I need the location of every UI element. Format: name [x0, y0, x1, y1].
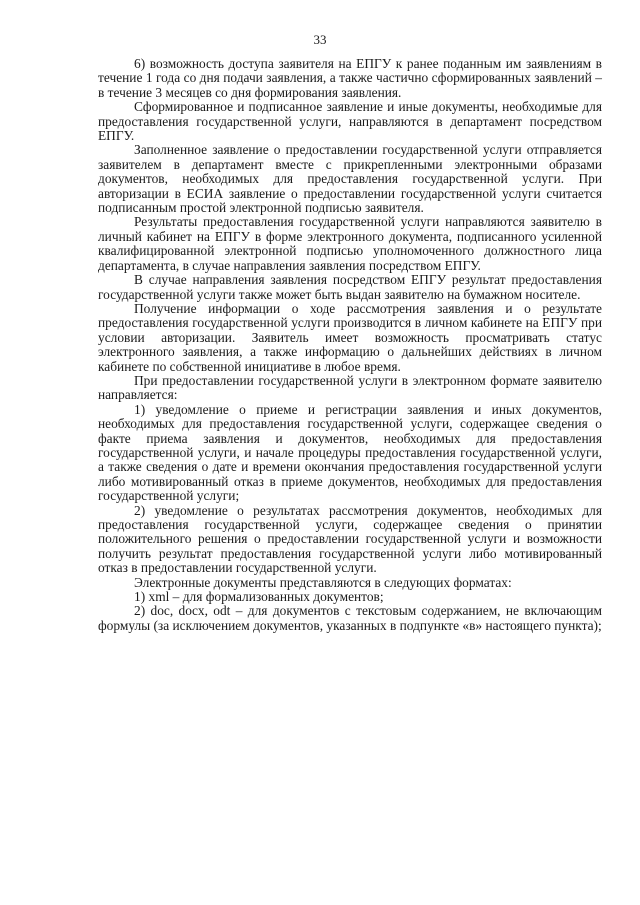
paragraph-paper-result: В случае направления заявления посредством ЕПГУ результат предоставления государственной услуги также может быть выдан заявителю на бумажном носителе. — [98, 272, 602, 302]
paragraph-status-info: Получение информации о ходе рассмотрения заявления и о результате предоставления государственной услуги производится в личном кабинете на ЕПГУ при условии авторизации. Заявитель имеет возможность просматривать статус электронного заявления, а также информацию о дальнейших действиях в личном кабинете по собственной инициативе в любое время. — [98, 300, 602, 374]
list-item-doc-format: 2) doc, docx, odt – для документов с текстовым содержанием, не включающим формулы (за исключением документов, указанных в подпункте «в» настоящего пункта); — [98, 603, 602, 633]
page-number: 33 — [313, 32, 327, 47]
paragraph-signed-application: Сформированное и подписанное заявление и иные документы, необходимые для предоставления государственной услуги, направляются в департамент посредством ЕПГУ. — [98, 99, 602, 144]
paragraph-results-delivery: Результаты предоставления государственной услуги направляются заявителю в личный кабинет на ЕПГУ в форме электронного документа, подписанного усиленной квалифицированной электронной подписью уполномоченного должностного лица департамента, в случае направления заявления посредством ЕПГУ. — [98, 214, 602, 273]
paragraph-epgu-access: 6) возможность доступа заявителя на ЕПГУ к ранее поданным им заявлениям в течение 1 года со дня подачи заявления, а также частично сформированных заявлений – в течение 3 месяцев со дня формирования заявления. — [98, 56, 602, 100]
paragraph-formats-intro: Электронные документы представляются в следующих форматах: — [134, 574, 512, 590]
list-item-receipt-notice: 1) уведомление о приеме и регистрации заявления и иных документов, необходимых для предоставления государственной услуги, содержащее сведения о факте приема заявления и документов, необходимых для предоставления государственной услуги, и начале процедуры предоставления государственной услуги, а также сведения о дате и времени окончания предоставления государственной услуги либо мотивированный отказ в приеме документов, необходимых для предоставления государственной услуги; — [98, 401, 602, 504]
document-body — [98, 57, 602, 633]
paragraph-notifications-intro: При предоставлении государственной услуги в электронном формате заявителю направляется: — [98, 372, 602, 403]
list-item-xml-format: 1) xml – для формализованных документов; — [134, 589, 384, 605]
list-item-result-notice: 2) уведомление о результатах рассмотрения документов, необходимых для предоставления государственной услуги, содержащее сведения о принятии положительного решения о предоставлении государственной услуги и возможности получить результат предоставления государственной услуги либо мотивированный отказ в предоставлении государственной услуги. — [98, 502, 602, 576]
paragraph-filled-application: Заполненное заявление о предоставлении государственной услуги отправляется заявителем в департамент вместе с прикрепленными электронными образами документов, необходимых для предоставления государственной услуги. При авторизации в ЕСИА заявление о предоставлении государственной услуги считается подписанным простой электронной подписью заявителя. — [98, 142, 602, 216]
